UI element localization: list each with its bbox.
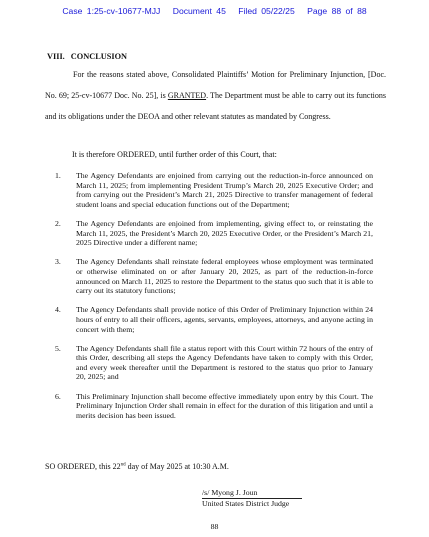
ordered-intro: It is therefore ORDERED, until further order of this Court, that: bbox=[72, 150, 277, 159]
document-number: Document 45 bbox=[172, 6, 226, 16]
order-number: 2. bbox=[55, 218, 61, 228]
order-text: The Agency Defendants are enjoined from carrying out the reduction-in-force announced on March 11, 2025; from implementing President Trump’s March 20, 2025 Executive Order; and from carrying out the President’s March 21, 2025 Directive to transfer management of federal student loans and special education functions out of the Department; bbox=[76, 171, 373, 209]
order-number: 1. bbox=[55, 171, 61, 180]
so-ordered-after: day of May 2025 at 10:30 A.M. bbox=[125, 462, 229, 471]
signature-block bbox=[202, 488, 302, 508]
order-item bbox=[55, 171, 373, 209]
section-heading bbox=[47, 52, 127, 61]
signature-title: United States District Judge bbox=[202, 498, 290, 508]
order-item bbox=[55, 392, 373, 421]
so-ordered-line bbox=[45, 462, 229, 471]
ecf-header bbox=[0, 6, 429, 16]
intro-text-after: . The Department must be able to carry out its functions and its obligations under the DEOA and other relevant statutes as mandated by Congress. bbox=[45, 91, 387, 121]
order-number: 5. bbox=[55, 343, 61, 353]
page-indicator: Page 88 of 88 bbox=[307, 6, 367, 16]
page-number: 88 bbox=[210, 522, 219, 531]
order-number: 3. bbox=[55, 257, 61, 267]
order-text: The Agency Defendants shall file a status report with this Court within 72 hours of the entry of this Order, describing all steps the Agency Defendants have taken to comply with this Order, and every week thereafter until the Department is restored to the status quo prior to January 20, 2025; and bbox=[76, 343, 373, 382]
so-ordered-before: SO ORDERED, this 22 bbox=[45, 462, 121, 471]
granted-text: GRANTED bbox=[167, 91, 207, 100]
order-text: The Agency Defendants shall reinstate federal employees whose employment was terminated or otherwise eliminated on or after January 20, 2025, as part of the reduction-in-force announced on March 11, 2025 to restore the Department to the status quo such that it is able to carry out its statutory functions; bbox=[76, 257, 373, 296]
section-number: VIII. bbox=[47, 52, 65, 61]
intro-text-before: For the reasons stated above, Consolidated Plaintiffs’ Motion for Preliminary Injunction, [Doc. No. 69; 25-cv-10677 Doc. No. 25], is bbox=[45, 70, 386, 100]
order-item bbox=[55, 219, 373, 248]
orders-list bbox=[55, 171, 373, 430]
filed-date: Filed 05/22/25 bbox=[238, 6, 295, 16]
order-number: 4. bbox=[55, 305, 61, 315]
signature-name: /s/ Myong J. Joun bbox=[202, 488, 302, 499]
case-number: Case 1:25-cv-10677-MJJ bbox=[62, 6, 161, 16]
order-text: The Agency Defendants are enjoined from implementing, giving effect to, or reinstating the March 11, 2025, the President’s March 20, 2025 Executive Order, or the President’s March 21, 2025 Directive under a different name; bbox=[76, 218, 373, 248]
order-number: 6. bbox=[55, 391, 61, 401]
order-item bbox=[55, 344, 373, 382]
so-ordered-ordinal: nd bbox=[120, 462, 126, 468]
order-item bbox=[55, 305, 373, 334]
intro-paragraph bbox=[45, 64, 386, 127]
order-text: The Agency Defendants shall provide notice of this Order of Preliminary Injunction within 24 hours of entry to all their officers, agents, servants, employees, attorneys, and anyone acting in concert with them; bbox=[76, 305, 373, 334]
order-text: This Preliminary Injunction shall become effective immediately upon entry by this Court. The Preliminary Injunction Order shall remain in effect for the duration of this litigation and until a merits decision has been issued. bbox=[76, 391, 373, 420]
order-item bbox=[55, 257, 373, 295]
section-title: CONCLUSION bbox=[70, 52, 128, 61]
